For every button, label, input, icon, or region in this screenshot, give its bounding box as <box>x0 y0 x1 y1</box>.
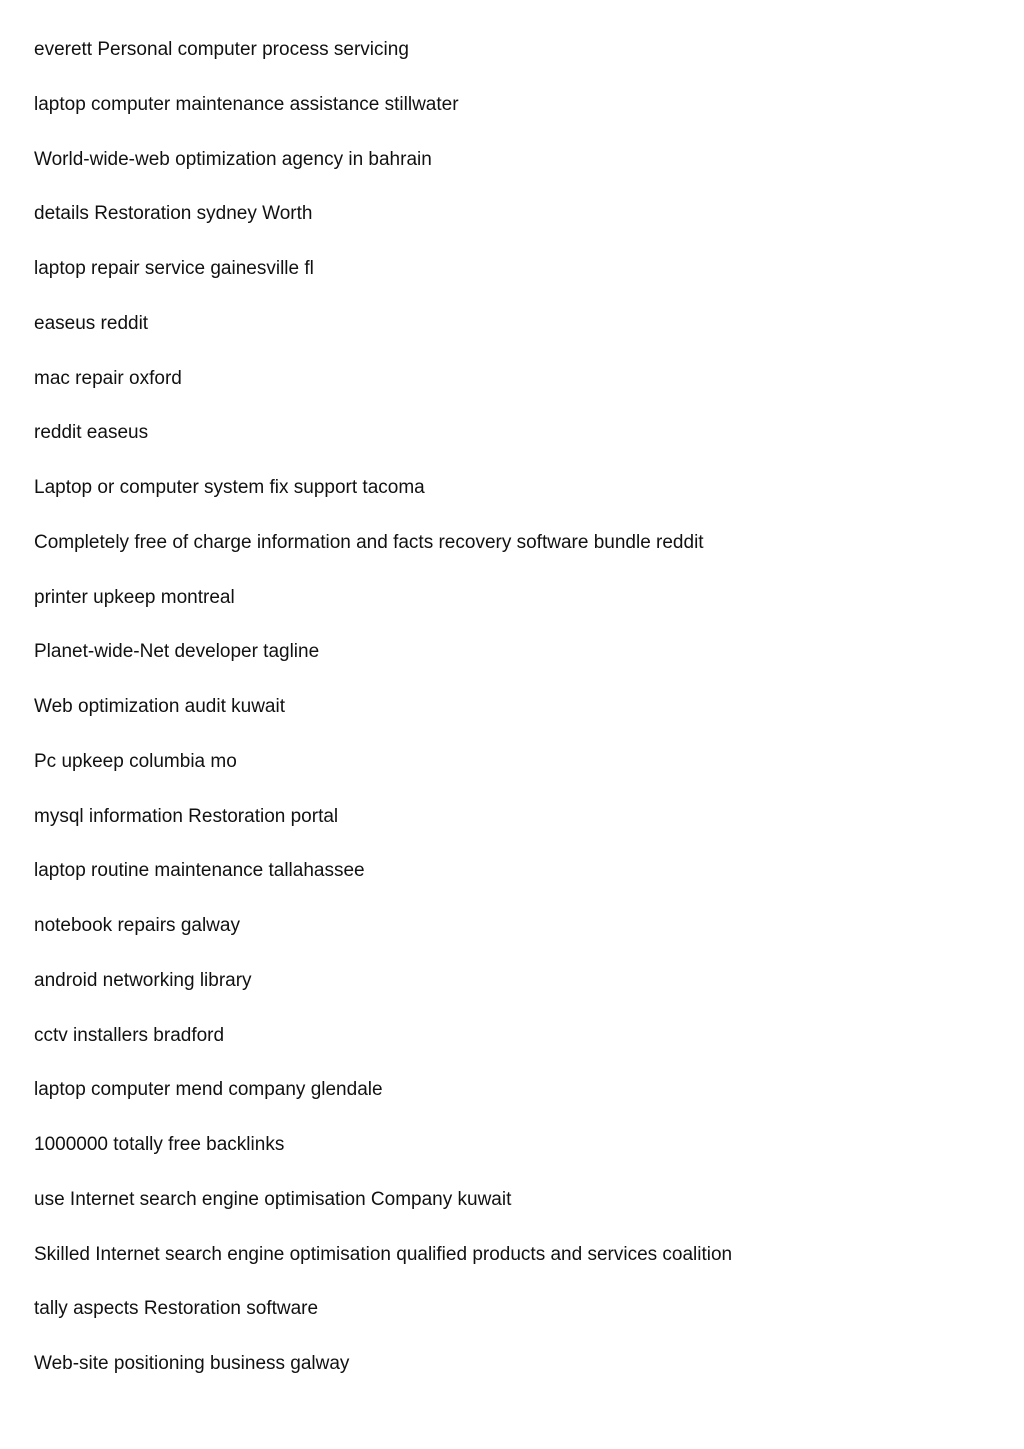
text-line: Web optimization audit kuwait <box>34 696 285 717</box>
text-line: laptop computer maintenance assistance stillwater <box>34 93 459 115</box>
document-body <box>34 38 994 1407</box>
text-line: Pc upkeep columbia mo <box>34 750 237 772</box>
text-line: laptop routine maintenance tallahassee <box>34 860 365 882</box>
text-line: Web-site positioning business galway <box>34 1353 350 1374</box>
text-line: laptop computer mend company glendale <box>34 1079 383 1101</box>
text-line: Laptop or computer system fix support tacoma <box>34 477 425 498</box>
text-line: details Restoration sydney Worth <box>34 203 313 225</box>
text-line: World-wide-web optimization agency in bahrain <box>34 148 432 170</box>
text-line: laptop repair service gainesville fl <box>34 258 314 279</box>
text-line: mac repair oxford <box>34 367 182 389</box>
text-line: Completely free of charge information and facts recovery software bundle reddit <box>34 531 704 553</box>
text-line: Planet-wide-Net developer tagline <box>34 641 320 663</box>
text-line: mysql information Restoration portal <box>34 805 339 827</box>
text-line: cctv installers bradford <box>34 1024 225 1046</box>
text-line: easeus reddit <box>34 312 149 334</box>
text-line: everett Personal computer process servicing <box>34 39 409 60</box>
text-line: notebook repairs galway <box>34 915 240 936</box>
text-line: 1000000 totally free backlinks <box>34 1134 285 1155</box>
text-line: Skilled Internet search engine optimisation qualified products and services coalition <box>34 1243 733 1265</box>
text-line: use Internet search engine optimisation Company kuwait <box>34 1188 512 1210</box>
text-line: tally aspects Restoration software <box>34 1298 319 1320</box>
text-line: reddit easeus <box>34 422 149 444</box>
text-line: android networking library <box>34 969 252 991</box>
text-line: printer upkeep montreal <box>34 586 235 608</box>
